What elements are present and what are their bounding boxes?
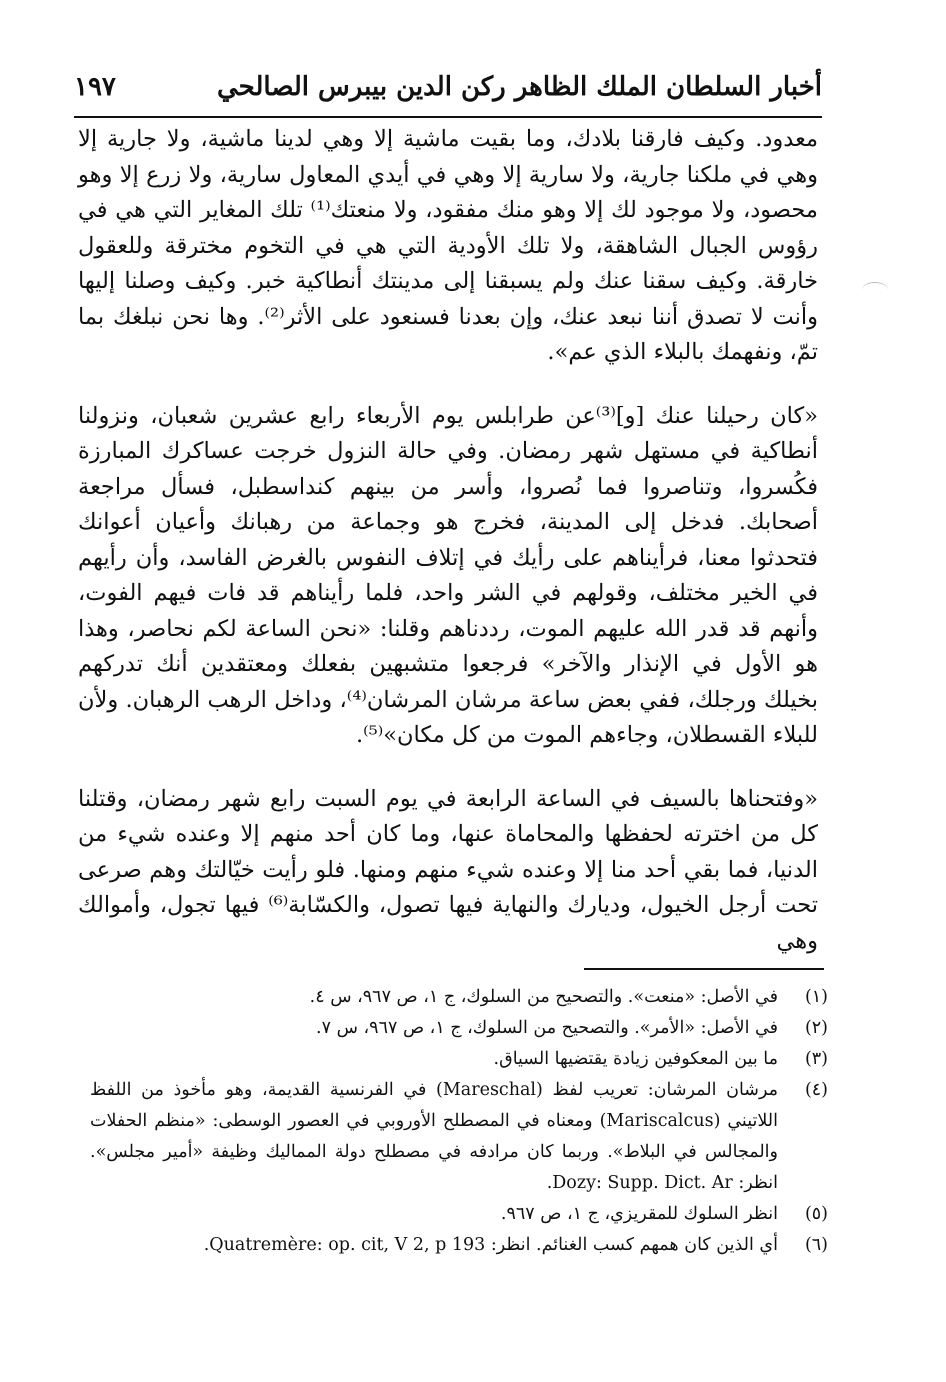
footnote-number: (٦) (804, 1235, 828, 1255)
footnote-number: (٣) (804, 1049, 828, 1069)
footnote-separator (584, 968, 824, 970)
footnote-1 (90, 982, 828, 1013)
footnote-text: في الأصل: «الأمر». والتصحيح من السلوك، ج ١، ص ٩٦٧، س ٧. (316, 1018, 778, 1038)
footnotes (90, 982, 828, 1261)
paragraph-1: معدود. وكيف فارقنا بلادك، وما بقيت ماشية إلا وهي لدينا ماشية، ولا جارية إلا وهي في ملكنا جارية، ولا سارية إلا وهي في أيدي المعاول سارية، ولا زرع إلا وهو محصود، ولا موجود لك إلا وهو منك مفقود، ولا منعتك⁽¹⁾ تلك المغاير التي هي في رؤوس الجبال الشاهقة، ولا تلك الأودية التي هي في التخوم مخترقة وللعقول خارقة. وكيف سقنا عنك ولم يسبقنا إلى مدينتك أنطاكية خبر. وكيف وصلنا إليها وأنت لا تصدق أننا نبعد عنك، وإن بعدنا فسنعود على الأثر⁽²⁾. وها نحن نبلغك بما تمّ، ونفهمك بالبلاء الذي عم». (78, 126, 818, 365)
footnote-2 (90, 1013, 828, 1044)
footnote-5 (90, 1199, 828, 1230)
footnote-number: (٤) (804, 1080, 828, 1100)
footnote-number: (١) (804, 987, 828, 1007)
footnote-text: ما بين المعكوفين زيادة يقتضيها السياق. (493, 1049, 778, 1069)
footnote-text: أي الذين كان همهم كسب الغنائم. انظر: Quatremère: op. cit, V 2, p 193. (203, 1235, 778, 1255)
page-number: ١٩٧ (74, 72, 116, 102)
footnote-text: مرشان المرشان: تعريب لفظ (Mareschal) في الفرنسية القديمة، وهو مأخوذ من اللفظ اللاتيني (Mariscalcus) ومعناه في المصطلح الأوروبي في العصور الوسطى: «منظم الحفلات والمجالس في البلاط». وربما كان مرادفه في مصطلح دولة المماليك وظيفة «أمير مجلس». انظر: Dozy: Supp. Dict. Ar. (90, 1080, 779, 1193)
paragraph-3: «وفتحناها بالسيف في الساعة الرابعة في يوم السبت رابع شهر رمضان، وقتلنا كل من اخترته لحفظها والمحاماة عنها، وما كان أحد منهم إلا وعنده شيء من الدنيا، فما بقي أحد منا إلا وعنده شيء منهم ومنها. فلو رأيت خيّالتك وهم صرعى تحت أرجل الخيول، وديارك والنهاية فيها تصول، والكسّابة⁽⁶⁾ فيها تجول، وأموالك وهي (78, 785, 818, 954)
running-title: أخبار السلطان الملك الظاهر ركن الدين بيبرس الصالحي (217, 72, 822, 102)
page-header (74, 70, 822, 118)
paragraph-2: «كان رحيلنا عنك [و]⁽³⁾عن طرابلس يوم الأربعاء رابع عشرين شعبان، ونزولنا أنطاكية في مستهل شهر رمضان. وفي حالة النزول خرجت عساكرك المبارزة فكُسروا، وتناصروا فما نُصروا، وأسر من بينهم كنداسطبل، فسأل مراجعة أصحابك. فدخل إلى المدينة، فخرج هو وجماعة من رهبانك وأعيان أعوانك فتحدثوا معنا، فرأيناهم على رأيك في إتلاف النفوس بالغرض الفاسد، وأن رأيهم في الخير مختلف، وقولهم في الشر واحد، فلما رأيناهم قد فات فيهم الفوت، وأنهم قد قدر الله عليهم الموت، رددناهم وقلنا: «نحن الساعة لكم نحاصر، وهذا هو الأول في الإنذار والآخر» فرجعوا متشبهين بفعلك ومعتقدين أنك تدركهم بخيلك ورجلك، ففي بعض ساعة مرشان المرشان⁽⁴⁾، وداخل الرهب الرهبان. ولأن للبلاء القسطلان، وجاءهم الموت من كل مكان»⁽⁵⁾. (78, 402, 819, 748)
main-text (78, 122, 818, 959)
scan-artifact-mark (862, 282, 888, 297)
footnote-number: (٢) (804, 1018, 828, 1038)
footnote-3 (90, 1044, 828, 1075)
footnote-6 (90, 1230, 828, 1261)
footnote-text: انظر السلوك للمقريزي، ج ١، ص ٩٦٧. (500, 1204, 778, 1224)
footnote-number: (٥) (804, 1204, 828, 1224)
footnote-4 (90, 1075, 828, 1199)
footnote-text: في الأصل: «منعت». والتصحيح من السلوك، ج ١، ص ٩٦٧، س ٤. (309, 987, 778, 1007)
